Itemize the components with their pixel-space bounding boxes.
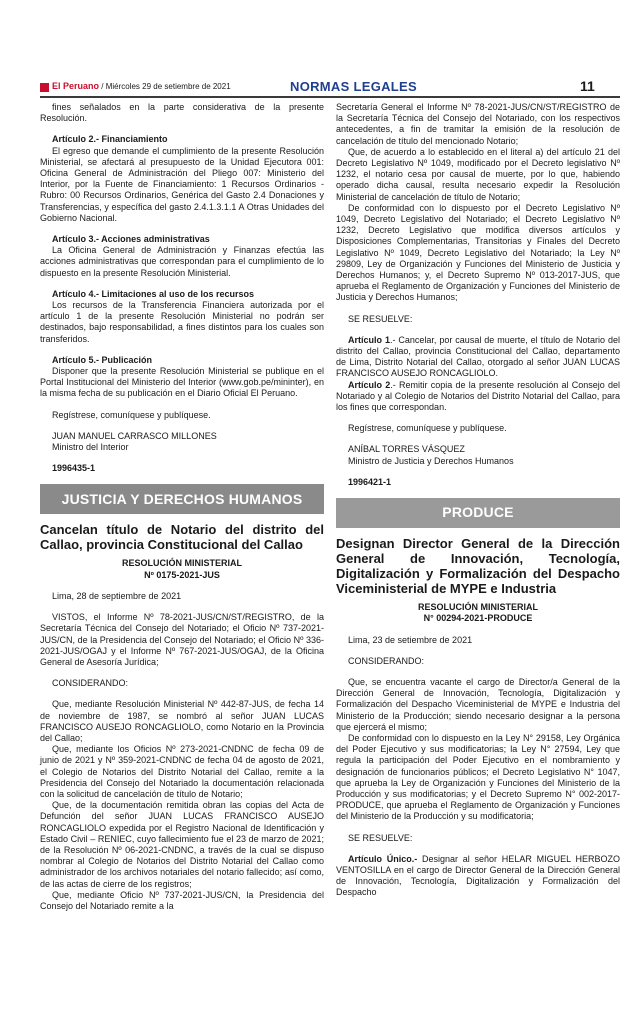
considerando-heading: CONSIDERANDO:	[348, 655, 425, 666]
article-heading: Artículo 2.- Financiamiento	[52, 134, 168, 145]
paragraph: Que, mediante Resolución Ministerial Nº 442-87-JUS, de fecha 14 de noviembre de 1987, se nombró al señor JUAN LUCAS FRANCISCO AUSEJO RONCAGLIOLO, como Notario en la Provincia del Callao;	[40, 699, 324, 743]
closing-formula: Regístrese, comuníquese y publíquese.	[52, 409, 211, 420]
document-code: 1996435-1	[52, 463, 96, 474]
signer-name: ANÍBAL TORRES VÁSQUEZ	[348, 444, 465, 455]
article-heading: Artículo 5.- Publicación	[52, 354, 153, 365]
norm-title: Cancelan título de Notario del distrito del Callao, provincia Constitucional del Callao	[40, 522, 324, 553]
header-divider	[40, 96, 620, 98]
document-code: 1996421-1	[348, 476, 392, 487]
paragraph: Que, se encuentra vacante el cargo de Director/a General de la Dirección General de Innovación, Tecnología, Digitalización y Formalización del Despacho Viceministerial de MYPE e Industria del Ministerio de la Producción; siendo necesario designar a la persona que ejercerá el mismo;	[336, 676, 620, 732]
article-heading: Artículo 3.- Acciones administrativas	[52, 234, 210, 245]
resolution-number: N° 00294-2021-PRODUCE	[423, 613, 533, 624]
paragraph: Que, mediante los Oficios Nº 273-2021-CNDNC de fecha 09 de junio de 2021 y Nº 359-2021-CNDNC de fecha 04 de agosto de 2021, el Colegio de Notarios del Distrito Notarial del Callao, remite a la Presidencia del Consejo del Notariado la documentación relacionada con la solicitud de cancelación de título de Notario;	[40, 744, 324, 799]
signer-role: Ministro de Justicia y Derechos Humanos	[348, 455, 514, 466]
closing-formula: Regístrese, comuníquese y publíquese.	[348, 423, 507, 434]
place-date: Lima, 23 de setiembre de 2021	[348, 634, 473, 645]
publication-date: / Miércoles 29 de setiembre de 2021	[101, 82, 231, 91]
norm-title: Designan Director General de la Dirección General de Innovación, Tecnología, Digitalización y Formalización del Despacho Viceministerial de MYPE e Industria	[336, 536, 620, 597]
paragraph: Secretaría General el Informe Nº 78-2021-JUS/CN/ST/REGISTRO de la Secretaría Técnica del Consejo del Notariado, con los respectivos antecedentes, a fin de tramitar la emisión de la resolución de cancelación de título del mencionado Notario;	[336, 102, 620, 146]
section-band-produce: PRODUCE	[336, 498, 620, 528]
article-text: .- Cancelar, por causal de muerte, el título de Notario del distrito del Callao, provincia Constitucional del Callao, departamento de Lima, Distrito Notarial del Callao, otorgado al señor JUAN LUCAS FRANCISCO AUSEJO RONCAGLIOLO.	[336, 334, 620, 379]
left-column	[40, 102, 324, 912]
article-text: Designar al señor HELAR MIGUEL HERBOZO VENTOSILLA en el cargo de Director General de la Dirección General de Innovación, Tecnología, Digitalización y Formalización del Despacho	[336, 853, 621, 898]
paragraph: Que, de la documentación remitida obran las copias del Acta de Defunción del señor JUAN LUCAS FRANCISCO AUSEJO RONCAGLIOLO expedida por el Registro Nacional de Identificación y Estado Civil – RENIEC, cuyo fallecimiento fue el 23 de marzo de 2021; de la Resolución Nº 06-2021-CNDNC, a través de la cual se dispuso nombrar al Colegio de Notarios del Distrito Notarial del Callao como administrador de los archivos notariales del notario fallecido; así como, de las actas de cierre de los registros;	[40, 800, 324, 889]
paragraph: Disponer que la presente Resolución Ministerial se publique en el Portal Institucional del Ministerio del Interior (www.gob.pe/mininter), en la misma fecha de su publicación en el Diario Oficial El Peruano.	[40, 366, 324, 399]
paragraph: La Oficina General de Administración y Finanzas efectúa las acciones administrativas que correspondan para el cumplimiento de lo dispuesto en la presente Resolución Ministerial.	[40, 245, 324, 278]
paragraph: Los recursos de la Transferencia Financiera autorizada por el artículo 1 de la presente Resolución Ministerial no podrán ser destinados, bajo responsabilidad, a fines distintos para los cuales son transferidos.	[40, 300, 324, 344]
section-band-justicia: JUSTICIA Y DERECHOS HUMANOS	[40, 484, 324, 514]
article-1	[336, 335, 620, 380]
article-heading: Artículo 1	[348, 334, 390, 345]
article-heading: Artículo Único.-	[348, 853, 418, 864]
paragraph: fines señalados en la parte considerativa de la presente Resolución.	[40, 102, 324, 124]
place-date: Lima, 28 de septiembre de 2021	[52, 590, 182, 601]
resolution-label: RESOLUCIÓN MINISTERIAL	[417, 602, 538, 613]
section-title: NORMAS LEGALES	[290, 79, 417, 94]
considerando-heading: CONSIDERANDO:	[52, 678, 129, 689]
page-header	[0, 0, 642, 100]
paragraph: Que, de acuerdo a lo establecido en el literal a) del artículo 21 del Decreto Legislativo Nº 1049, modificado por el Decreto legislativo Nº 1232, el notario cesa por causal de muerte, por lo que, habiendo operado dicha causal, resulta necesario expedir la Resolución Ministerial de cancelación de título de Notario;	[336, 146, 620, 202]
resuelve-heading: SE RESUELVE:	[348, 832, 413, 843]
resolution-number: Nº 0175-2021-JUS	[144, 569, 220, 580]
paragraph: VISTOS, el Informe Nº 78-2021-JUS/CN/ST/REGISTRO, de la Secretaría Técnica del Consejo del Notariado; el Oficio Nº 737-2021-JUS/CN, de la Presidencia del Consejo del Notariado; el Oficio Nº 336-2021-JUS/OGAJ y el Informe Nº 767-2021-JUS/OGAJ, de la Oficina General de Asesoría Jurídica;	[40, 612, 324, 667]
resolution-label: RESOLUCIÓN MINISTERIAL	[121, 558, 242, 569]
paragraph: Que, mediante Oficio Nº 737-2021-JUS/CN, la Presidencia del Consejo del Notariado remite a la	[40, 889, 324, 911]
signer-role: Ministro del Interior	[52, 442, 129, 453]
article-heading: Artículo 4.- Limitaciones al uso de los recursos	[52, 288, 255, 299]
resuelve-heading: SE RESUELVE:	[348, 313, 413, 324]
publication-info	[52, 81, 231, 91]
paragraph: De conformidad con lo dispuesto en la Ley N° 29158, Ley Orgánica del Poder Ejecutivo y sus modificatorias; la Ley N° 27594, Ley que regula la participación del Poder Ejecutivo en el nombramiento y designación de funcionarios públicos; el Decreto Legislativo N° 1047, que aprueba la Ley de Organización y Funciones del Ministerio de la Producción y sus modificatorias; y el Decreto Supremo N° 002-2017-PRODUCE, que aprueba el Reglamento de Organización y Funciones del Ministerio de la Producción y su modificatoria;	[336, 732, 620, 822]
article-2	[336, 380, 620, 414]
article-text: .- Remitir copia de la presente resolución al Consejo del Notariado y al Colegio de Notarios del Distrito Notarial del Callao, para los fines que correspondan.	[336, 379, 620, 413]
article-unico	[336, 854, 620, 899]
right-column	[336, 102, 620, 899]
el-peruano-logo-icon	[40, 83, 49, 92]
paragraph: El egreso que demande el cumplimiento de la presente Resolución Ministerial, se afectará al presupuesto de la Unidad Ejecutora 001: Oficina General de Administración del Pliego 007: Ministerio del Interior, por la Fuente de Financiamiento: 1 Recursos Ordinarios - Rubro: 00 Recursos Ordinarios, Genérica del Gasto 2.4 Donaciones y Transferencias, y específica del gasto 2.4.1.3.1.1 A Otras Unidades del Gobierno Nacional.	[40, 145, 324, 223]
signer-name: JUAN MANUEL CARRASCO MILLONES	[52, 430, 217, 441]
publication-name: El Peruano	[52, 81, 100, 91]
article-heading: Artículo 2	[348, 379, 391, 390]
paragraph: De conformidad con lo dispuesto por el Decreto Legislativo Nº 1049, Decreto Legislativo del Notariado; el Decreto Legislativo Nº 1232, Decreto Legislativo que modifica diversos artículos y Disposiciones Complementarias, Transitorias y Finales del Decreto Legislativo Nº 1049, Decreto Legislativo del Notariado; la Ley Nº 29809, Ley de Organización y Funciones del Ministerio de Justicia y Derechos Humanos; y, el Decreto Supremo Nº 013-2017-JUS, que aprueba el Reglamento de Organización y Funciones del Ministerio de Justicia y Derechos Humanos;	[336, 202, 620, 303]
page-number: 11	[580, 78, 595, 94]
